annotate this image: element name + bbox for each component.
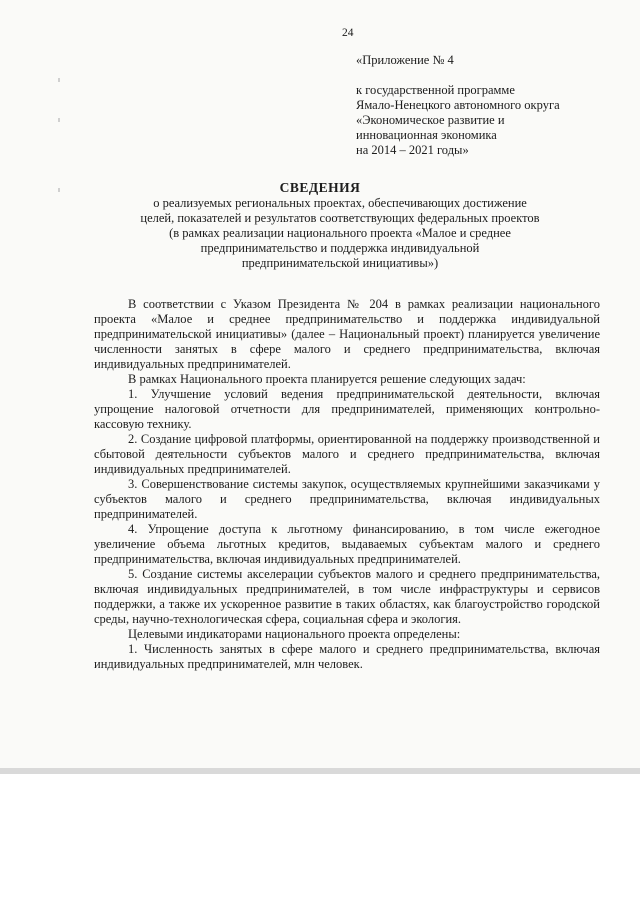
- appendix-label: «Приложение № 4: [356, 53, 454, 67]
- paragraph: 1. Численность занятых в сфере малого и среднего предпринимательства, включая индивидуальных предпринимателей, млн человек.: [94, 642, 600, 671]
- paragraph: 2. Создание цифровой платформы, ориентированной на поддержку производственной и сбытовой деятельности субъектов малого и среднего предпринимательства, включая индивидуальных предпринимателей.: [94, 432, 600, 476]
- subtitle-line: (в рамках реализации национального проекта «Малое и среднее: [169, 226, 511, 240]
- paragraph: 5. Создание системы акселерации субъектов малого и среднего предпринимательства, включая индивидуальных предпринимателей, в том числе инфраструктуры и сервисов поддержки, а также их ускоренное развитие в таких областях, как благоустройство городской среды, научно-технологическая сфера, социальная сфера и экология.: [94, 567, 600, 626]
- document-subtitle: [60, 196, 620, 271]
- paragraph: В соответствии с Указом Президента № 204 в рамках реализации национального проекта «Малое и среднее предпринимательство и поддержка индивидуальной предпринимательской инициативы» (далее – Национальный проект) планируется увеличение численности занятых в сфере малого и среднего предпринимательства, включая индивидуальных предпринимателей.: [94, 297, 600, 371]
- document-title: СВЕДЕНИЯ: [279, 180, 361, 195]
- appendix-line: на 2014 – 2021 годы»: [356, 143, 469, 157]
- subtitle-line: предпринимательской инициативы»): [241, 256, 439, 270]
- paragraph: В рамках Национального проекта планируется решение следующих задач:: [128, 372, 526, 386]
- paragraph: Целевыми индикаторами национального проекта определены:: [128, 627, 461, 641]
- subtitle-line: предпринимательство и поддержка индивидуальной: [200, 241, 480, 255]
- paragraph: 1. Улучшение условий ведения предпринимательской деятельности, включая упрощение налоговой отчетности для предпринимателей, применяющих контрольно-кассовую технику.: [94, 387, 600, 431]
- appendix-line: инновационная экономика: [356, 128, 497, 142]
- appendix-line: «Экономическое развитие и: [356, 113, 505, 127]
- body-text: [94, 297, 600, 672]
- subtitle-line: целей, показателей и результатов соответствующих федеральных проектов: [140, 211, 540, 225]
- scan-edge: [0, 768, 640, 774]
- page-number: 24: [342, 27, 354, 39]
- appendix-line: к государственной программе: [356, 83, 515, 97]
- paragraph: 4. Упрощение доступа к льготному финансированию, в том числе ежегодное увеличение объема льготных кредитов, выдаваемых субъектам малого и среднего предпринимательства, включая индивидуальных предпринимателей.: [94, 522, 600, 566]
- spacer: [356, 68, 626, 83]
- appendix-block: [356, 53, 626, 158]
- scan-mark: [58, 118, 60, 122]
- paragraph: 3. Совершенствование системы закупок, осуществляемых крупнейшими заказчиками у субъектов малого и среднего предпринимательства, включая индивидуальных предпринимателей.: [94, 477, 600, 521]
- scan-mark: [58, 78, 60, 82]
- subtitle-line: о реализуемых региональных проектах, обеспечивающих достижение: [153, 196, 527, 210]
- appendix-line: Ямало-Ненецкого автономного округа: [356, 98, 560, 112]
